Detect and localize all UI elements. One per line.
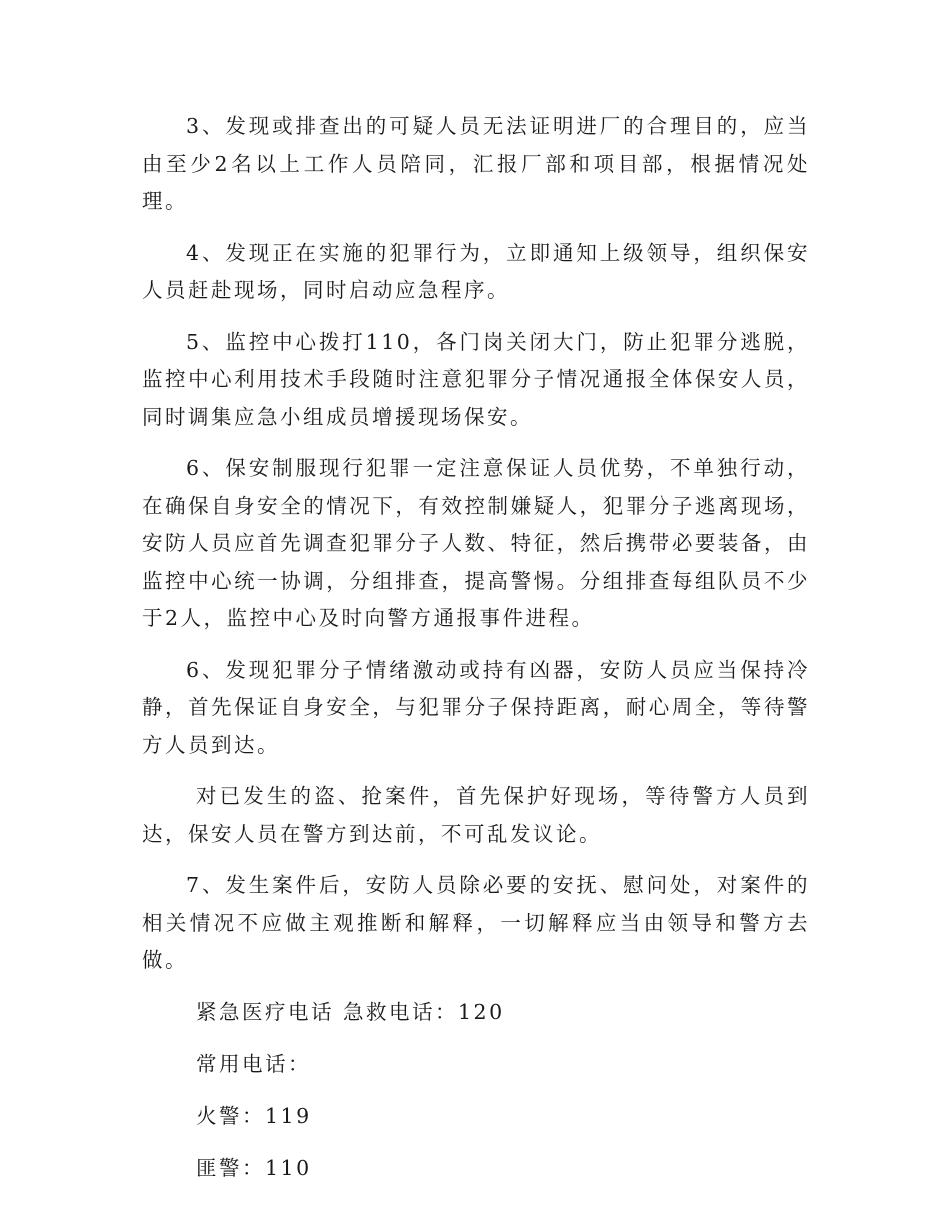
emergency-phone-line: 紧急医疗电话 急救电话：120 bbox=[196, 999, 505, 1024]
paragraph-item-6a: 6、保安制服现行犯罪一定注意保证人员优势，不单独行动，在确保自身安全的情况下，有效控制嫌疑人，犯罪分子逃离现场，安防人员应首先调查犯罪分子人数、特征，然后携带必要装备，由监控中心统一协调，分组排查，提高警惕。分组排查每组队员不少于2人，监控中心及时向警方通报事件进程。 bbox=[142, 456, 810, 630]
paragraph-item-5: 5、监控中心拨打110，各门岗关闭大门，防止犯罪分逃脱，监控中心利用技术手段随时注意犯罪分子情况通报全体保安人员，同时调集应急小组成员增援现场保安。 bbox=[142, 329, 810, 429]
document-body bbox=[142, 108, 810, 1202]
common-phone-heading: 常用电话： bbox=[196, 1051, 311, 1076]
fire-phone-line: 火警：119 bbox=[196, 1103, 312, 1128]
paragraph-case-handling: 对已发生的盗、抢案件，首先保护好现场，等待警方人员到达，保安人员在警方到达前，不可乱发议论。 bbox=[142, 784, 810, 846]
paragraph-item-4: 4、发现正在实施的犯罪行为，立即通知上级领导，组织保安人员赶赴现场，同时启动应急程序。 bbox=[142, 240, 810, 302]
police-phone-line: 匪警：110 bbox=[196, 1155, 312, 1180]
paragraph-item-7: 7、发生案件后，安防人员除必要的安抚、慰问处，对案件的相关情况不应做主观推断和解释，一切解释应当由领导和警方去做。 bbox=[142, 873, 810, 972]
paragraph-item-6b: 6、发现犯罪分子情绪激动或持有凶器，安防人员应当保持冷静，首先保证自身安全，与犯罪分子保持距离，耐心周全，等待警方人员到达。 bbox=[142, 657, 810, 757]
paragraph-item-3: 3、发现或排查出的可疑人员无法证明进厂的合理目的，应当由至少2名以上工作人员陪同，汇报厂部和项目部，根据情况处理。 bbox=[142, 114, 810, 213]
